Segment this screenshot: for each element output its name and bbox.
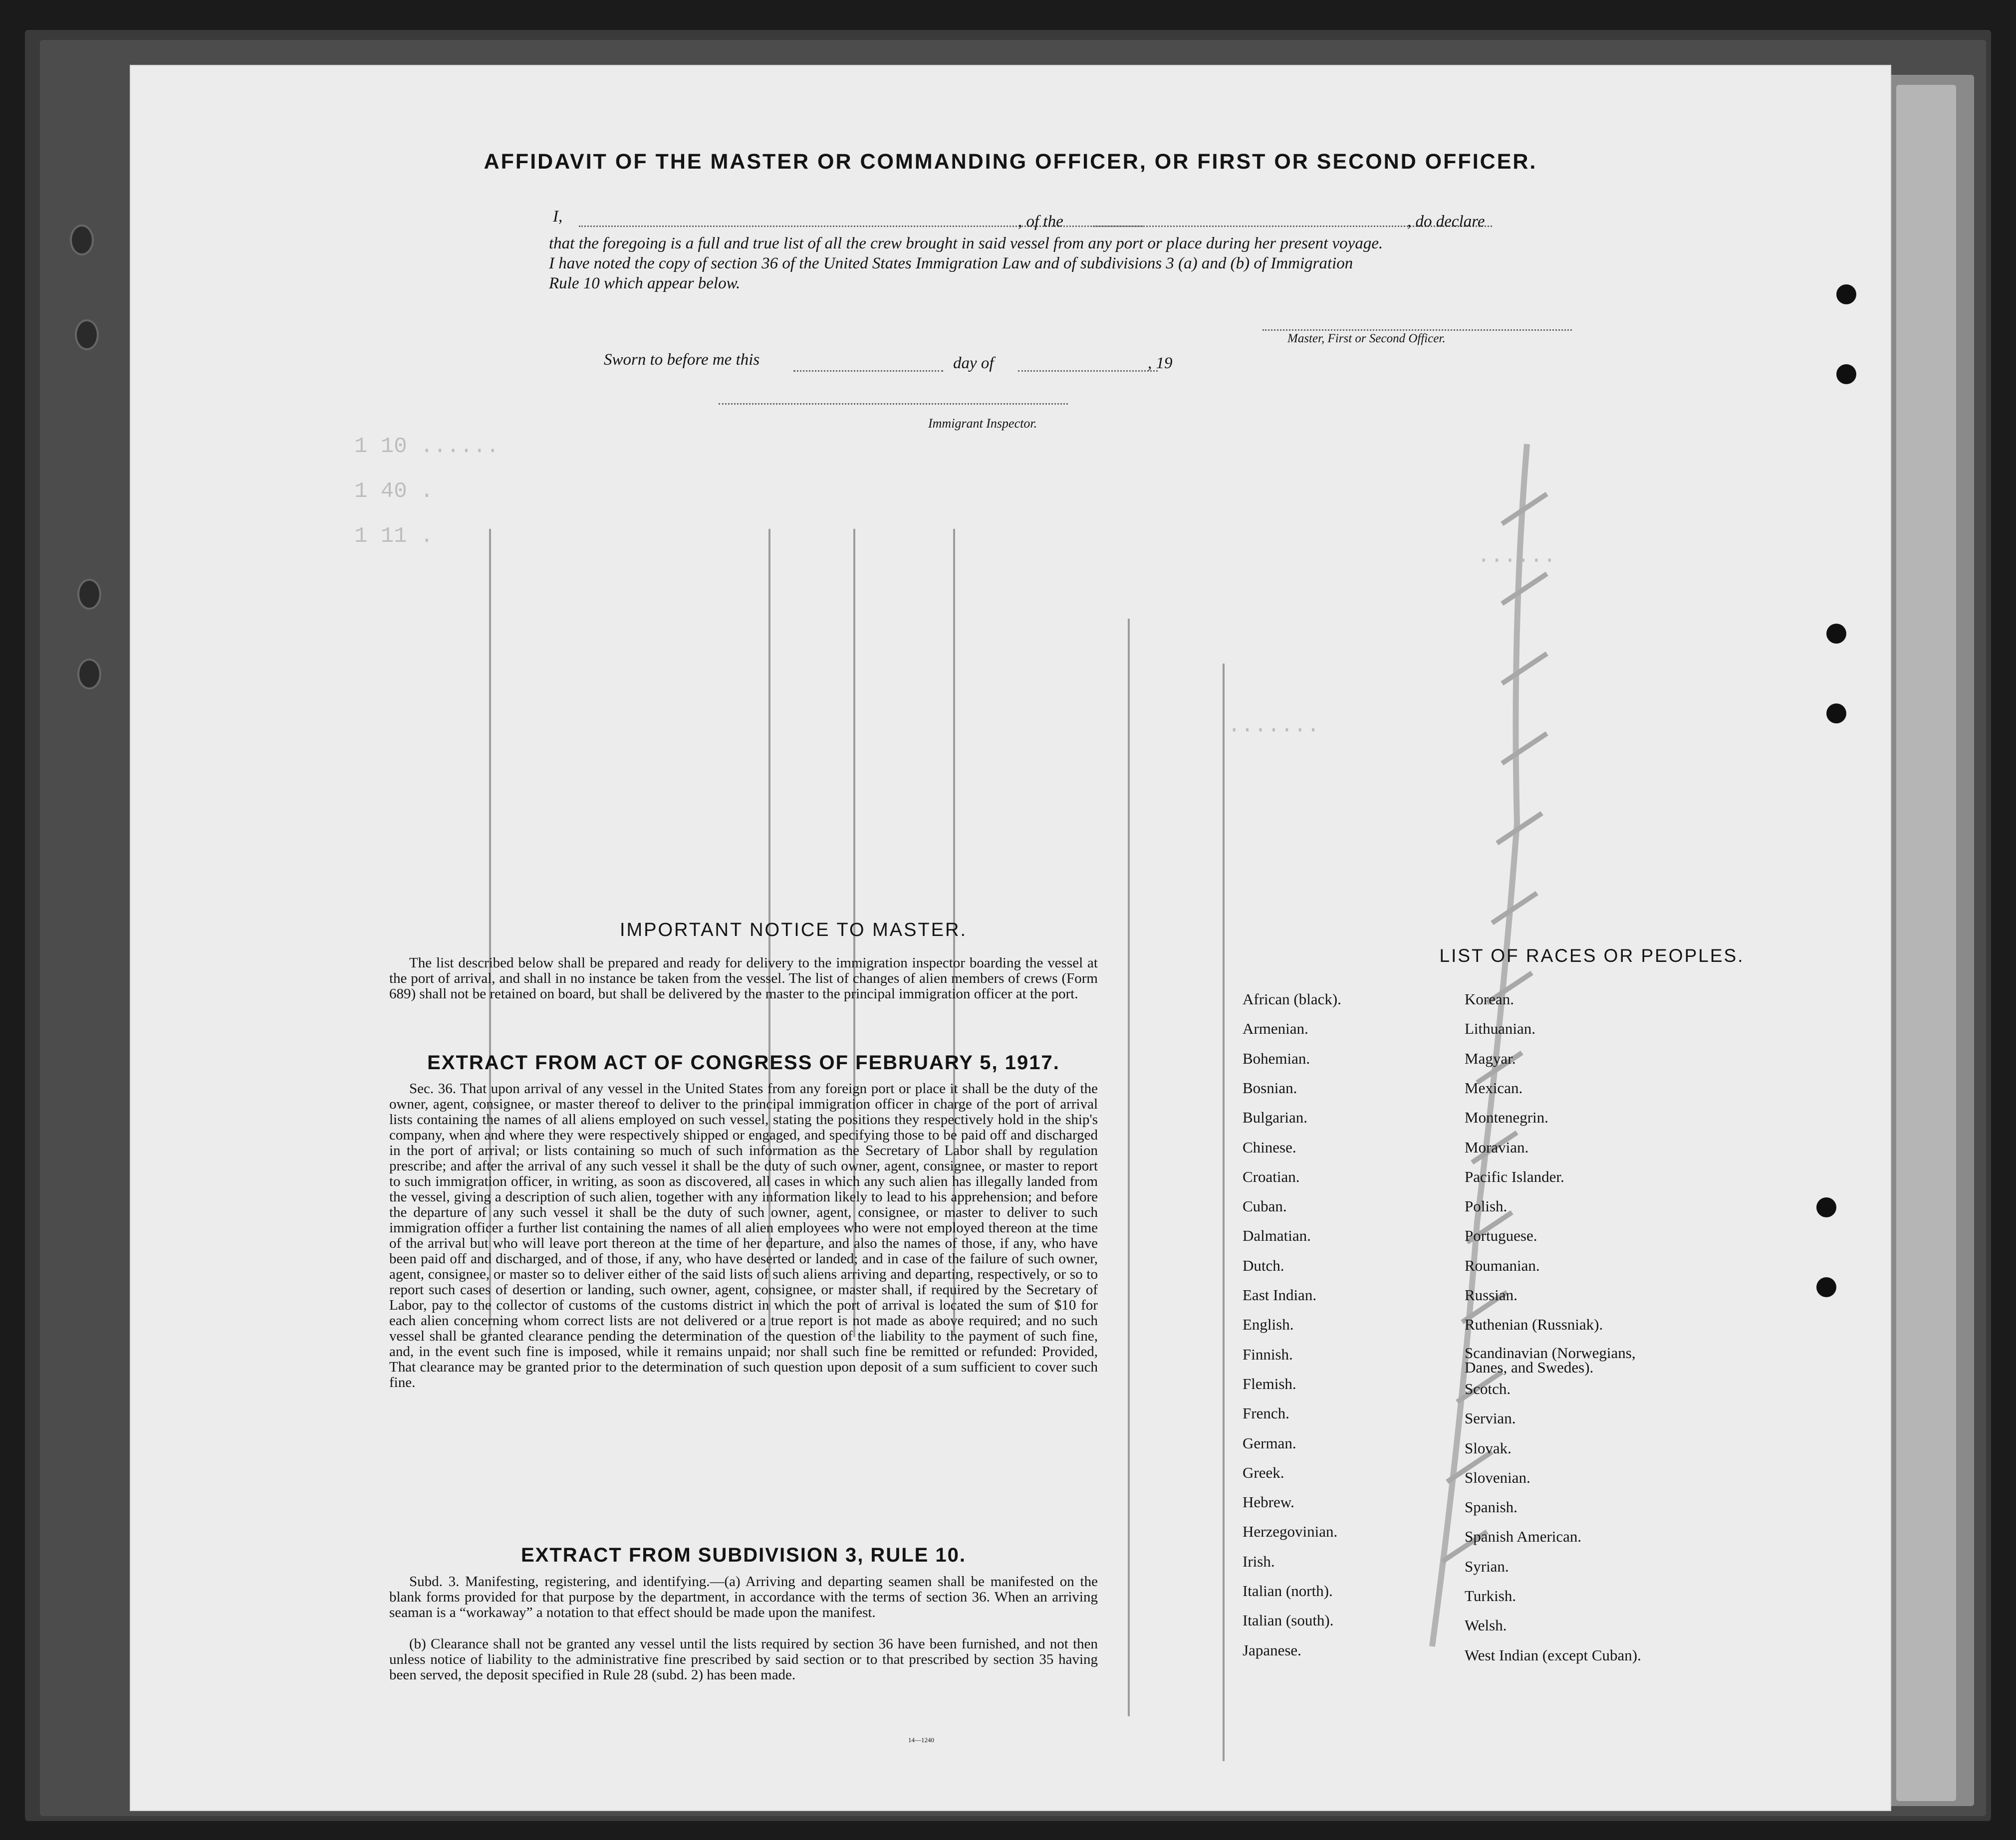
race-right-item: Slovenian.: [1465, 1468, 1530, 1486]
inspector-caption: Immigrant Inspector.: [928, 416, 1037, 431]
master-signature-caption: Master, First or Second Officer.: [1287, 332, 1446, 345]
bleed-through-mark: 1 40 .: [354, 479, 434, 504]
bleed-through-rule: [1223, 664, 1225, 1761]
race-left-item: Finnish.: [1243, 1345, 1293, 1363]
bleed-through-rule: [1128, 619, 1130, 1716]
bleed-through-mark: 1 11 .: [354, 524, 434, 549]
race-left-item: Cuban.: [1243, 1197, 1287, 1215]
race-right-item: Servian.: [1465, 1409, 1516, 1427]
race-right-item: Mexican.: [1465, 1079, 1523, 1097]
race-right-item: Montenegrin.: [1465, 1109, 1548, 1127]
race-left-item: Italian (north).: [1243, 1582, 1333, 1600]
race-left-item: Dutch.: [1243, 1256, 1284, 1274]
race-left-item: Bulgarian.: [1243, 1109, 1307, 1127]
rule-extract-paragraph-a: Subd. 3. Manifesting, registering, and identifying.—(a) Arriving and departing seamen shall be manifested on the blank forms provided for that purpose by the department, in accordance with the terms of section 36. When an arriving seaman is a “workaway” a notation to that effect should be made upon the manifest.: [389, 1574, 1098, 1620]
punch-hole-icon: [1826, 703, 1846, 723]
race-left-item: Armenian.: [1243, 1020, 1308, 1038]
affidavit-do-declare: , do declare: [1407, 213, 1485, 230]
race-left-item: Bosnian.: [1243, 1079, 1297, 1097]
affidavit-title: AFFIDAVIT OF THE MASTER OR COMMANDING OFFICER, OR FIRST OR SECOND OFFICER.: [484, 150, 1537, 174]
bleed-through-mark: 1 10 ......: [354, 434, 500, 459]
punch-hole-icon: [1826, 624, 1846, 644]
sworn-label: Sworn to before me this: [604, 351, 760, 369]
year-label: , 19: [1148, 354, 1173, 372]
race-right-item: Syrian.: [1465, 1557, 1509, 1575]
rule-extract-heading: EXTRACT FROM SUBDIVISION 3, RULE 10.: [520, 1544, 967, 1566]
race-right-item: Scotch.: [1465, 1380, 1511, 1397]
bleed-through-mark: ......: [1477, 544, 1556, 569]
race-right-item: Scandinavian (Norwegians, Danes, and Swedes).: [1465, 1344, 1636, 1376]
race-right-item: Polish.: [1465, 1197, 1508, 1215]
affidavit-i-label: I,: [553, 208, 563, 226]
race-right-item: West Indian (except Cuban).: [1465, 1646, 1641, 1664]
month-blank: [1018, 370, 1158, 372]
race-right-item: Lithuanian.: [1465, 1020, 1536, 1038]
race-left-item: Japanese.: [1243, 1641, 1301, 1659]
race-left-item: Herzegovinian.: [1243, 1523, 1338, 1541]
race-left-item: Greek.: [1243, 1463, 1284, 1481]
race-right-item: Roumanian.: [1465, 1256, 1540, 1274]
race-left-item: Bohemian.: [1243, 1049, 1310, 1067]
act-extract-paragraph: Sec. 36. That upon arrival of any vessel in the United States from any foreign port or place it shall be the duty of the owner, agent, consignee, or master thereof to deliver to the principal immigration officer in charge of the port of arrival lists containing the names of all aliens employed on such vessel, stating the positions they respectively hold in the ship's company, when and where they were respectively shipped or engaged, and specifying those to be paid off and discharged in the port of arrival; or lists containing so much of such information as the Secretary of Labor shall by regulation prescribe; and after the arrival of any such vessel it shall be the duty of such owner, agent, consignee, or master to report to such immigration officer, in writing, as soon as discovered, all cases in which any such alien has illegally landed from the vessel, giving a description of such alien, together with any information likely to lead to his apprehension; and before the departure of any such vessel it shall be the duty of such owner, agent, consignee, or master to deliver to such immigration officer a further list containing the names of all alien employees who were not employed thereon at the time of the arrival but who will leave port thereon at the time of her departure, and also the names of those, if any, who have been paid off and discharged, and of those, if any, who have deserted or landed; and in case of the failure of such owner, agent, consignee, or master so to deliver either of the said lists of such aliens arriving and departing, respectively, or so to report such cases of desertion or landing, such owner, agent, consignee, or master shall, if required by the Secretary of Labor, pay to the collector of customs of the customs district in which the port of arrival is located the sum of $10 for each alien concerning whom correct lists are not delivered or a true report is not made as above required; and no such vessel shall be granted clearance pending the determination of the question of the liability to the payment of such fine, and, in the event such fine is imposed, while it remains unpaid; nor shall such fine be remitted or refunded: Provided, That clearance may be granted prior to the determination of such question upon deposit of a sum sufficient to cover such fine.: [389, 1081, 1098, 1390]
punch-hole-icon: [1816, 1197, 1836, 1217]
notice-heading: IMPORTANT NOTICE TO MASTER.: [619, 920, 968, 940]
race-right-item: Turkish.: [1465, 1587, 1516, 1605]
binder-ring-icon: [77, 579, 101, 610]
race-left-item: Flemish.: [1243, 1375, 1296, 1392]
affidavit-line-1: that the foregoing is a full and true list of all the crew brought in said vessel from any port or place during her present voyage.: [549, 234, 1383, 252]
race-right-item: Moravian.: [1465, 1138, 1529, 1156]
notice-paragraph: The list described below shall be prepared and ready for delivery to the immigration inspector boarding the vessel at the port of arrival, and shall in no instance be taken from the vessel. The list of changes of alien members of crews (Form 689) shall not be retained on board, but shall be delivered by the master to the principal immigration officer at the port.: [389, 955, 1098, 1002]
day-of-label: day of: [953, 354, 994, 372]
race-left-item: Irish.: [1243, 1552, 1275, 1570]
affidavit-line-3: Rule 10 which appear below.: [549, 274, 741, 292]
races-heading: LIST OF RACES OR PEOPLES.: [1439, 945, 1745, 966]
sworn-day-blank: [793, 370, 943, 372]
race-right-item: Welsh.: [1465, 1616, 1507, 1634]
race-right-item: Pacific Islander.: [1465, 1167, 1564, 1185]
page-stack-edge-right-inner: [1896, 85, 1956, 1801]
binder-ring-icon: [70, 225, 94, 255]
binder-ring-icon: [75, 319, 99, 350]
punch-hole-icon: [1836, 284, 1856, 304]
race-left-item: African (black).: [1243, 990, 1341, 1008]
act-extract-heading: EXTRACT FROM ACT OF CONGRESS OF FEBRUARY 5, 1917.: [427, 1052, 1060, 1074]
race-left-item: French.: [1243, 1404, 1289, 1422]
race-left-item: Hebrew.: [1243, 1493, 1294, 1511]
inspector-signature-line: [719, 403, 1068, 405]
form-number: 14—1240: [908, 1736, 934, 1744]
punch-hole-icon: [1816, 1277, 1836, 1297]
race-right-item: Magyar.: [1465, 1049, 1516, 1067]
race-right-item: Spanish American.: [1465, 1528, 1582, 1546]
affidavit-of-the: , of the: [1018, 213, 1063, 230]
race-right-item: Russian.: [1465, 1286, 1517, 1304]
master-signature-line: [1262, 329, 1572, 331]
race-left-item: East Indian.: [1243, 1286, 1317, 1304]
race-right-item: Ruthenian (Russniak).: [1465, 1316, 1603, 1334]
punch-hole-icon: [1836, 364, 1856, 384]
bleed-through-mark: .......: [1228, 713, 1320, 738]
race-left-item: Dalmatian.: [1243, 1227, 1311, 1245]
rule-extract-paragraph-b: (b) Clearance shall not be granted any vessel until the lists required by section 36 have been furnished, and not then unless notice of liability to the administrative fine prescribed by said section or to that prescribed by section 35 having been served, the deposit specified in Rule 28 (subd. 2) has been made.: [389, 1636, 1098, 1683]
race-left-item: English.: [1243, 1316, 1294, 1334]
document-sheet: [130, 65, 1891, 1811]
race-right-item: Spanish.: [1465, 1498, 1517, 1516]
race-left-item: Croatian.: [1243, 1167, 1300, 1185]
race-right-item: Portuguese.: [1465, 1227, 1537, 1245]
binder-ring-icon: [77, 659, 101, 690]
affidavit-line-2: I have noted the copy of section 36 of the United States Immigration Law and of subdivisions 3 (a) and (b) of Immigration: [549, 254, 1353, 272]
race-right-item: Korean.: [1465, 990, 1514, 1008]
race-left-item: Chinese.: [1243, 1138, 1296, 1156]
race-right-item: Slovak.: [1465, 1439, 1512, 1457]
race-left-item: Italian (south).: [1243, 1611, 1334, 1629]
race-left-item: German.: [1243, 1434, 1296, 1452]
